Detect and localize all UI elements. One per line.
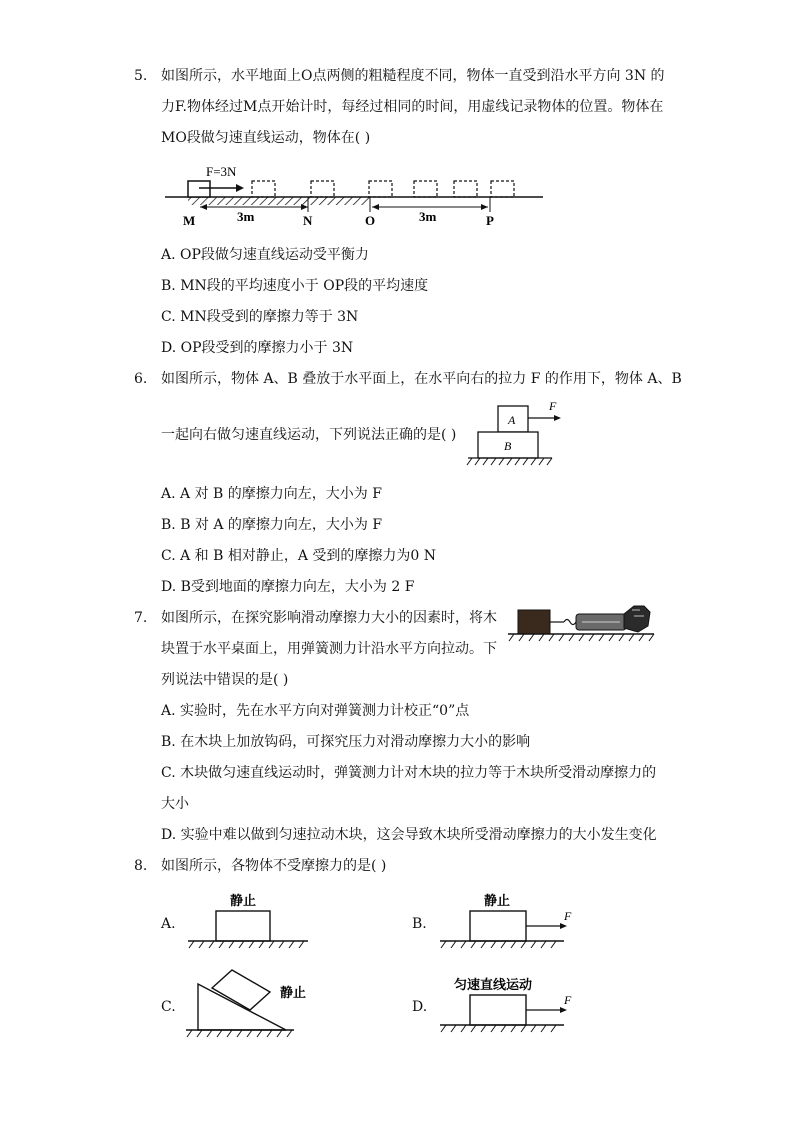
option-c[interactable]: C. A 和 B 相对静止，A 受到的摩擦力为0 N: [161, 548, 437, 564]
question-text-line: 块置于水平桌面上，用弹簧测力计沿水平方向拉动。下: [161, 641, 497, 657]
block: [470, 911, 526, 941]
question-text-line: 如图所示，在探究影响滑动摩擦力大小的因素时，将木: [161, 610, 497, 626]
option-b[interactable]: B. MN段的平均速度小于 OP段的平均速度: [161, 278, 429, 294]
option-c-continued: 大小: [161, 796, 189, 812]
question-text-line: 列说法中错误的是( ): [161, 672, 289, 688]
block-dashed: [454, 181, 477, 197]
option-a[interactable]: A. A 对 B 的摩擦力向左，大小为 F: [161, 486, 382, 502]
svg-text:B: B: [504, 439, 512, 453]
option-d[interactable]: D. 实验中难以做到匀速拉动木块，这会导致木块所受滑动摩擦力的大小发生变化: [161, 827, 657, 843]
question-text-line: 如图所示，物体 A、B 叠放于水平面上，在水平向右的拉力 F 的作用下，物体 A、B: [161, 371, 682, 387]
q8-figure-d: [436, 972, 576, 1036]
figure-option-b-label[interactable]: B.: [412, 916, 427, 932]
question-number: 7.: [134, 610, 148, 626]
point-label-p: P: [486, 213, 494, 228]
question-text-line: 一起向右做匀速直线运动，下列说法正确的是( ): [161, 427, 457, 443]
distance-label: 3m: [237, 209, 255, 224]
question-number: 6.: [134, 371, 148, 387]
figure-option-c-label[interactable]: C.: [161, 999, 176, 1015]
question-text-line: MO段做匀速直线运动，物体在( ): [161, 130, 371, 146]
point-label-n: N: [303, 213, 313, 228]
block: [216, 911, 270, 941]
block-dashed: [491, 181, 514, 197]
question-text-line: 力F.物体经过M点开始计时，每经过相同的时间，用虚线记录物体的位置。物体在: [161, 99, 664, 115]
point-label-m: M: [183, 213, 196, 228]
figure-option-d-label[interactable]: D.: [412, 999, 428, 1015]
q8-figure-b: [436, 888, 576, 952]
distance-label: 3m: [419, 209, 437, 224]
block-dashed: [369, 181, 392, 197]
block: [470, 995, 526, 1025]
option-b[interactable]: B. B 对 A 的摩擦力向左，大小为 F: [161, 517, 383, 533]
option-a[interactable]: A. 实验时，先在水平方向对弹簧测力计校正“0”点: [161, 703, 470, 719]
question-number: 5.: [134, 68, 148, 84]
q5-motion-diagram: [160, 160, 550, 230]
option-b[interactable]: B. 在木块上加放钩码，可探究压力对滑动摩擦力大小的影响: [161, 734, 531, 750]
hook: [564, 620, 576, 625]
svg-text:A: A: [508, 413, 516, 427]
wood-block: [518, 610, 550, 634]
force-label: F: [549, 399, 557, 413]
q7-spring-scale-diagram: [506, 598, 656, 648]
question-number: 8.: [134, 858, 148, 874]
rough-surface: [188, 197, 370, 205]
question-text-line: 如图所示，各物体不受摩擦力的是( ): [161, 858, 387, 874]
svg-text:匀速直线运动: 匀速直线运动: [454, 978, 533, 993]
block-dashed: [311, 181, 334, 197]
svg-text:静止: 静止: [280, 986, 307, 1001]
option-d[interactable]: D. B受到地面的摩擦力向左，大小为 2 F: [161, 579, 415, 595]
svg-text:F: F: [564, 909, 572, 923]
q6-stacked-blocks-diagram: [466, 396, 566, 468]
block-dashed: [252, 181, 275, 197]
svg-text:静止: 静止: [230, 894, 257, 909]
force-label: F=3N: [206, 164, 237, 179]
block-dashed: [414, 181, 437, 197]
block-solid: [188, 181, 210, 197]
option-c[interactable]: C. MN段受到的摩擦力等于 3N: [161, 309, 359, 325]
q8-figure-c: [182, 966, 322, 1046]
force-arrowhead: [236, 184, 244, 192]
option-a[interactable]: A. OP段做匀速直线运动受平衡力: [161, 247, 369, 263]
option-c[interactable]: C. 木块做匀速直线运动时，弹簧测力计对木块的拉力等于木块所受滑动摩擦力的: [161, 765, 657, 781]
option-d[interactable]: D. OP段受到的摩擦力小于 3N: [161, 340, 354, 356]
question-text-line: 如图所示，水平地面上O点两侧的粗糙程度不同，物体一直受到沿水平方向 3N 的: [161, 68, 665, 84]
q8-figure-a: [184, 888, 314, 952]
svg-text:静止: 静止: [484, 894, 511, 909]
svg-text:F: F: [564, 993, 572, 1007]
figure-option-a-label[interactable]: A.: [161, 916, 176, 932]
point-label-o: O: [365, 213, 376, 228]
